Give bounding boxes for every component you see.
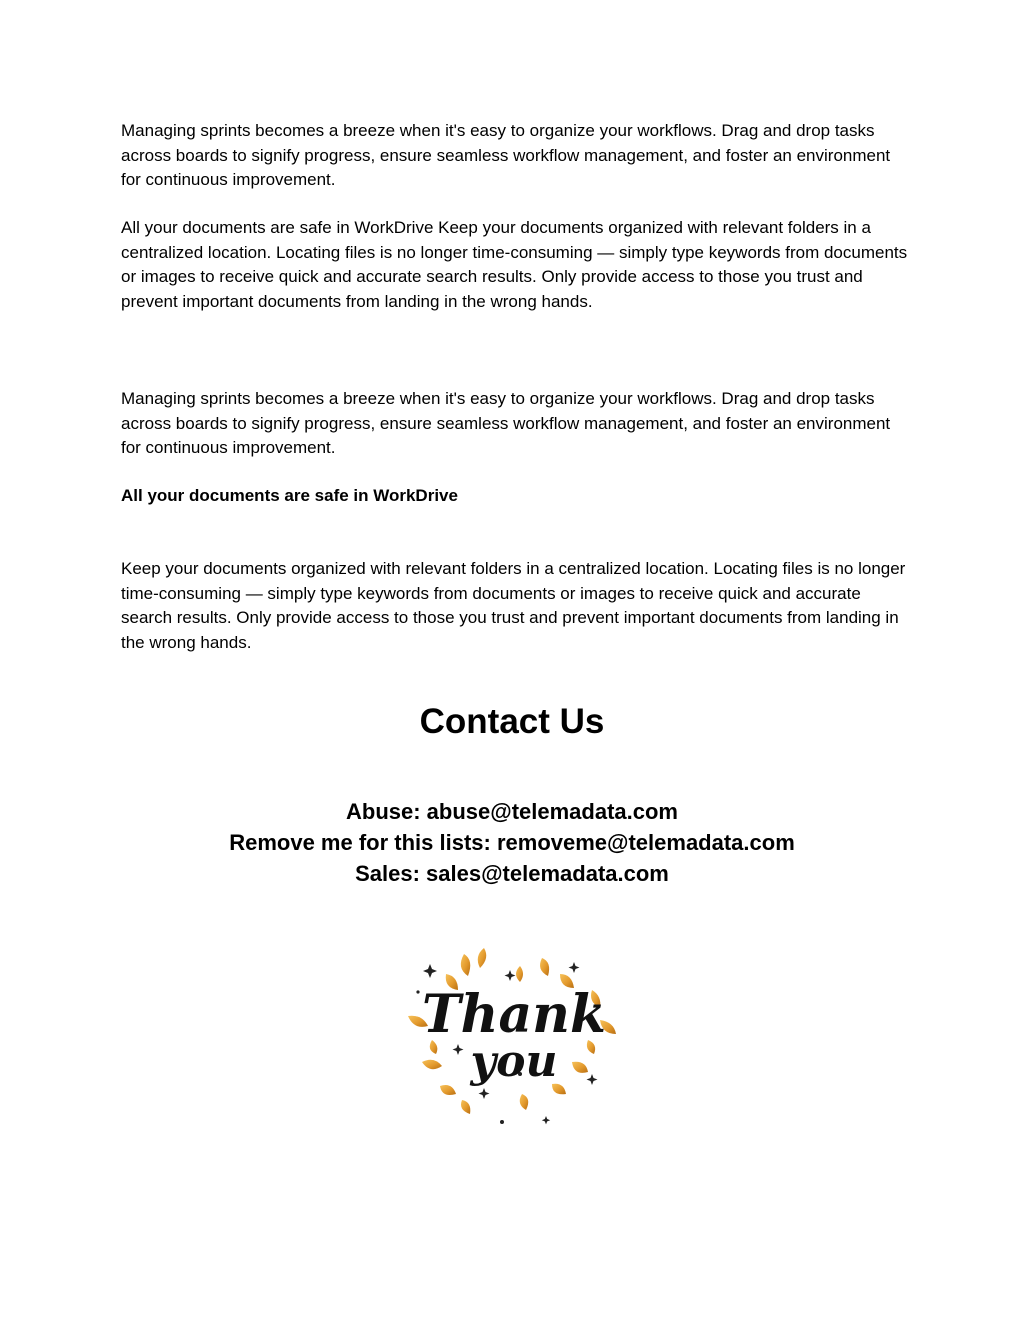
contact-list xyxy=(0,796,1024,889)
you-lettering: you xyxy=(470,1036,558,1087)
paragraph-workdrive-2: Keep your documents organized with relevant folders in a centralized location. Locating files is no longer time-consuming — simply type keywords from documents or images to receive quick and accurate search results. Only provide access to those you trust and prevent important documents from landing in the wrong hands. xyxy=(121,559,906,652)
paragraph-workdrive-1: All your documents are safe in WorkDrive Keep your documents organized with relevant folders in a centralized location. Locating files is no longer time-consuming — simply type keywords from documents or images to receive quick and accurate search results. Only provide access to those you trust and prevent important documents from landing in the wrong hands. xyxy=(121,218,908,311)
contact-removeme: Remove me for this lists: removeme@telemadata.com xyxy=(229,830,795,855)
paragraph-sprints-2: Managing sprints becomes a breeze when it's easy to organize your workflows. Drag and drop tasks across boards to signify progress, ensure seamless workflow management, and foster an environment for continuous improvement. xyxy=(121,389,891,457)
contact-title: Contact Us xyxy=(419,702,605,741)
contact-abuse: Abuse: abuse@telemadata.com xyxy=(346,799,678,824)
workdrive-heading: All your documents are safe in WorkDrive xyxy=(121,486,458,505)
contact-sales: Sales: sales@telemadata.com xyxy=(355,861,669,886)
thank-lettering: Thank xyxy=(421,984,607,1045)
thank-you-icon xyxy=(402,944,622,1129)
paragraph-sprints-1: Managing sprints becomes a breeze when it's easy to organize your workflows. Drag and drop tasks across boards to signify progress, ensure seamless workflow management, and foster an environment for continuous improvement. xyxy=(121,121,891,189)
